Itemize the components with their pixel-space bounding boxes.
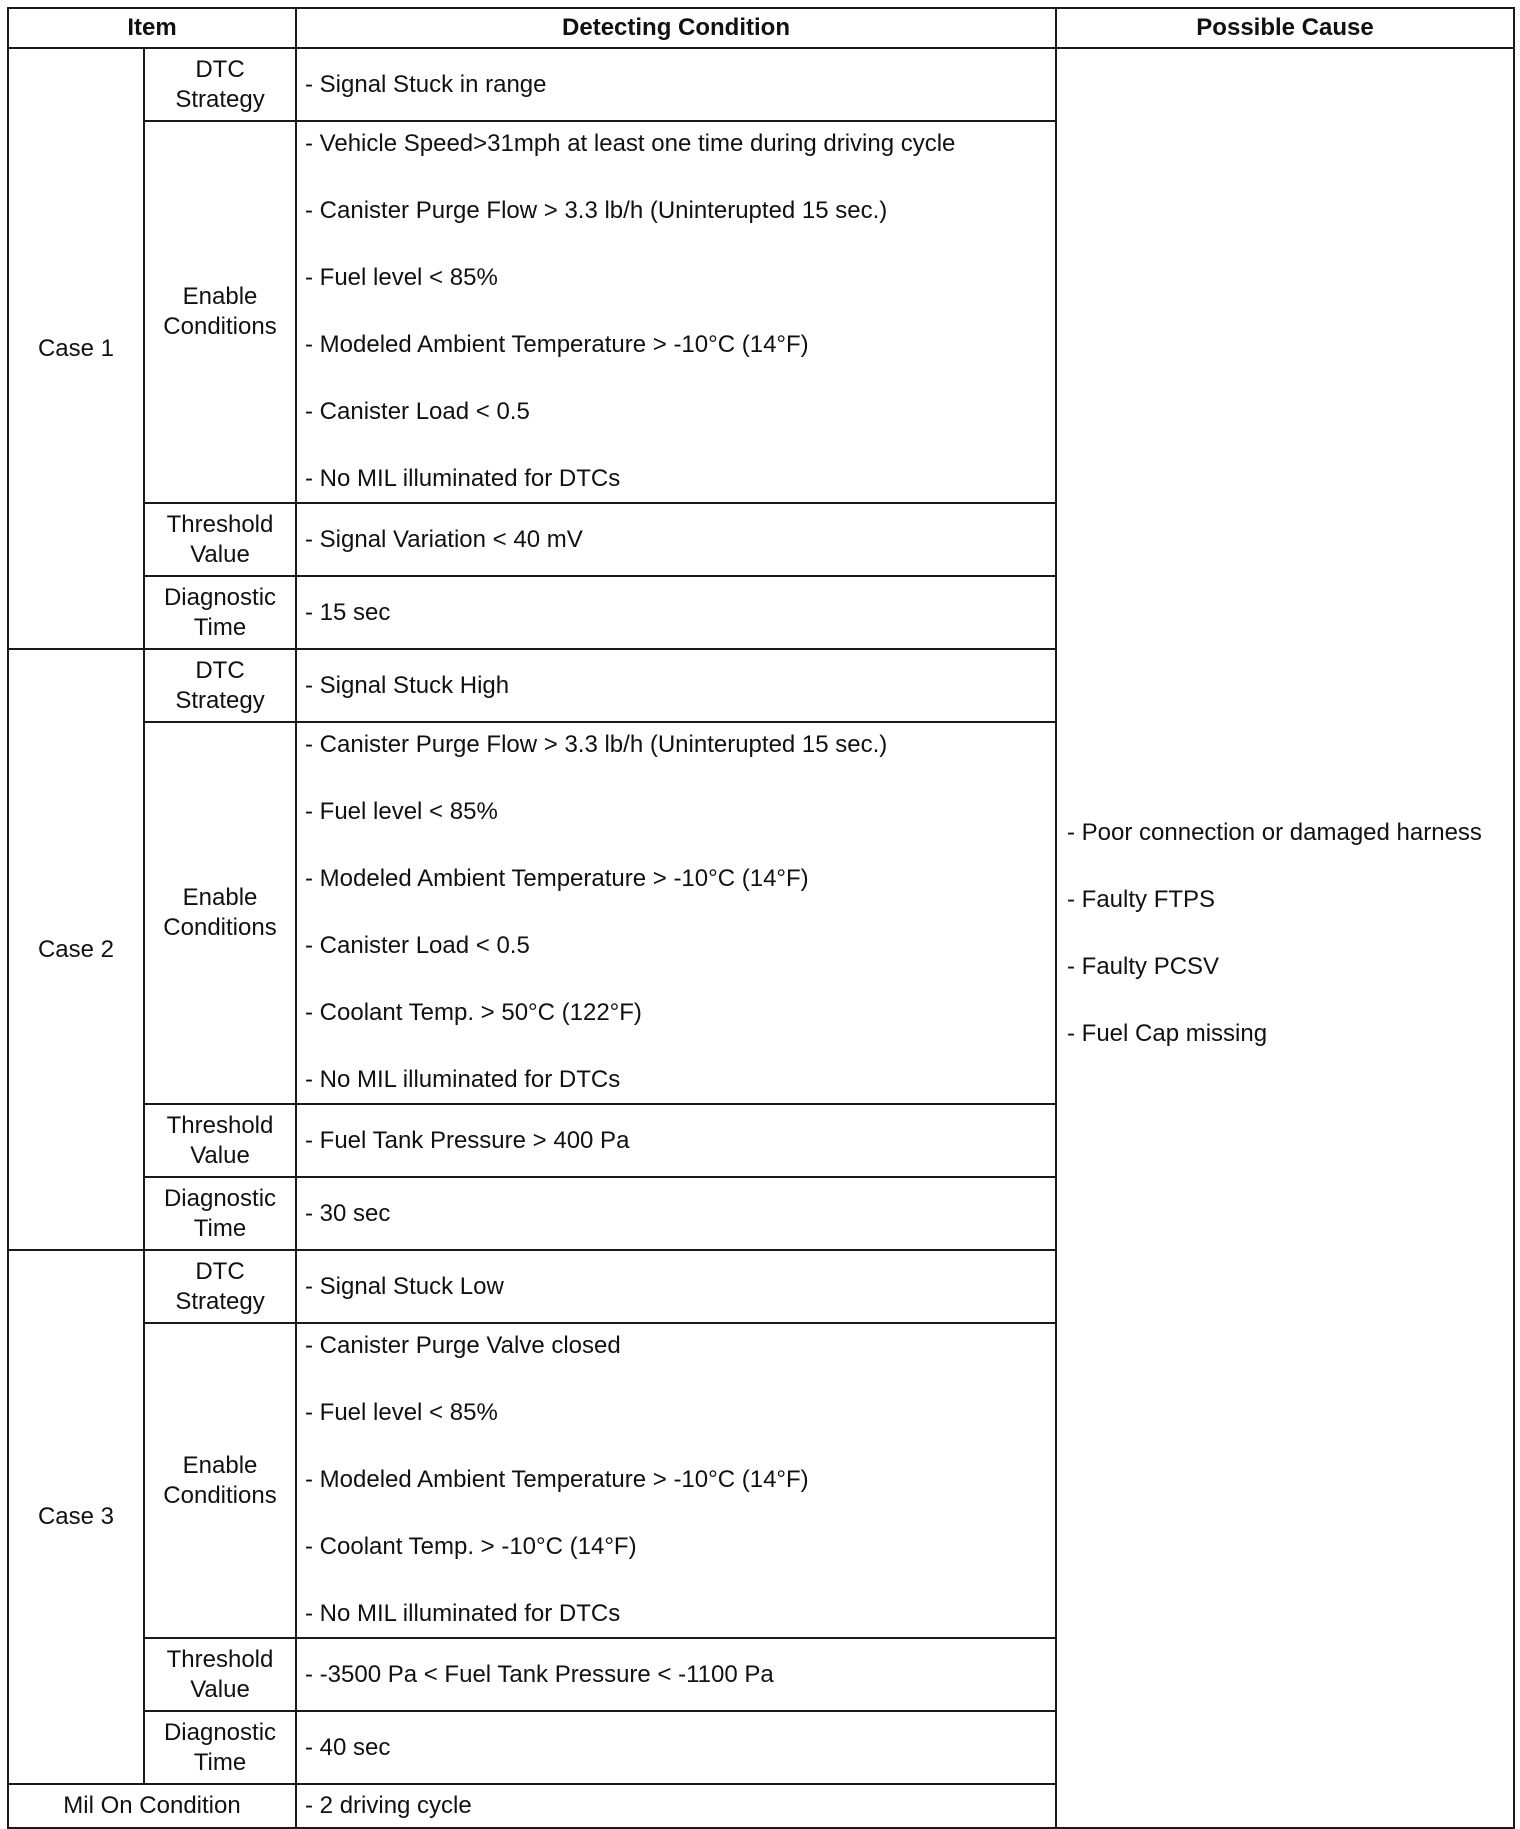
mil-label: Mil On Condition (8, 1784, 296, 1828)
case3-diag-value: - 40 sec (296, 1711, 1056, 1784)
case3-label: Case 3 (8, 1250, 144, 1784)
case1-enable-list (296, 121, 1056, 503)
header-possible-cause: Possible Cause (1056, 8, 1514, 48)
condition-item: - Canister Purge Flow > 3.3 lb/h (Uninterupted 15 sec.) (305, 197, 888, 224)
case3-enable-list (296, 1323, 1056, 1638)
case2-dtc-value: - Signal Stuck High (296, 649, 1056, 722)
case1-label: Case 1 (8, 48, 144, 649)
possible-cause-cell (1056, 48, 1514, 1828)
case2-diag-label: Diagnostic Time (144, 1177, 296, 1250)
case2-diag-value: - 30 sec (296, 1177, 1056, 1250)
case1-threshold-label: Threshold Value (144, 503, 296, 576)
case1-dtc-value: - Signal Stuck in range (296, 48, 1056, 121)
condition-item: - Canister Purge Flow > 3.3 lb/h (Uninterupted 15 sec.) (305, 731, 888, 758)
cause-item: - Fuel Cap missing (1067, 1019, 1268, 1047)
condition-item: - No MIL illuminated for DTCs (305, 1600, 621, 1627)
condition-item: - Modeled Ambient Temperature > -10°C (14°F) (305, 865, 809, 892)
case2-dtc-label: DTC Strategy (144, 649, 296, 722)
header-row (8, 8, 1514, 48)
condition-item: - Canister Load < 0.5 (305, 398, 530, 425)
header-item: Item (8, 8, 296, 48)
condition-item: - Coolant Temp. > -10°C (14°F) (305, 1533, 637, 1560)
condition-item: - Vehicle Speed>31mph at least one time during driving cycle (305, 130, 956, 157)
condition-item: - No MIL illuminated for DTCs (305, 1066, 621, 1093)
case1-diag-label: Diagnostic Time (144, 576, 296, 649)
case1-diag-value: - 15 sec (296, 576, 1056, 649)
case1-dtc-row (8, 48, 1514, 121)
case1-dtc-label: DTC Strategy (144, 48, 296, 121)
condition-item: - Fuel level < 85% (305, 1399, 498, 1426)
condition-item: - Fuel level < 85% (305, 264, 498, 291)
case3-dtc-label: DTC Strategy (144, 1250, 296, 1323)
condition-item: - Canister Load < 0.5 (305, 932, 530, 959)
condition-item: - Modeled Ambient Temperature > -10°C (14°F) (305, 331, 809, 358)
case1-enable-label: Enable Conditions (144, 121, 296, 503)
case2-label: Case 2 (8, 649, 144, 1250)
condition-item: - Fuel level < 85% (305, 798, 498, 825)
case3-diag-label: Diagnostic Time (144, 1711, 296, 1784)
case2-enable-label: Enable Conditions (144, 722, 296, 1104)
header-detecting-condition: Detecting Condition (296, 8, 1056, 48)
mil-value: - 2 driving cycle (296, 1784, 1056, 1828)
case2-threshold-value: - Fuel Tank Pressure > 400 Pa (296, 1104, 1056, 1177)
cause-item: - Faulty FTPS (1067, 885, 1216, 913)
condition-item: - Coolant Temp. > 50°C (122°F) (305, 999, 642, 1026)
case3-dtc-value: - Signal Stuck Low (296, 1250, 1056, 1323)
case3-enable-label: Enable Conditions (144, 1323, 296, 1638)
cause-item: - Faulty PCSV (1067, 952, 1220, 980)
case3-threshold-value: - -3500 Pa < Fuel Tank Pressure < -1100 Pa (296, 1638, 1056, 1711)
condition-item: - Canister Purge Valve closed (305, 1332, 621, 1359)
case2-enable-list (296, 722, 1056, 1104)
condition-item: - No MIL illuminated for DTCs (305, 465, 621, 492)
cause-item: - Poor connection or damaged harness (1067, 818, 1482, 846)
case1-threshold-value: - Signal Variation < 40 mV (296, 503, 1056, 576)
case3-threshold-label: Threshold Value (144, 1638, 296, 1711)
condition-item: - Modeled Ambient Temperature > -10°C (14°F) (305, 1466, 809, 1493)
case2-threshold-label: Threshold Value (144, 1104, 296, 1177)
diagnostic-spec-table (7, 7, 1515, 1829)
